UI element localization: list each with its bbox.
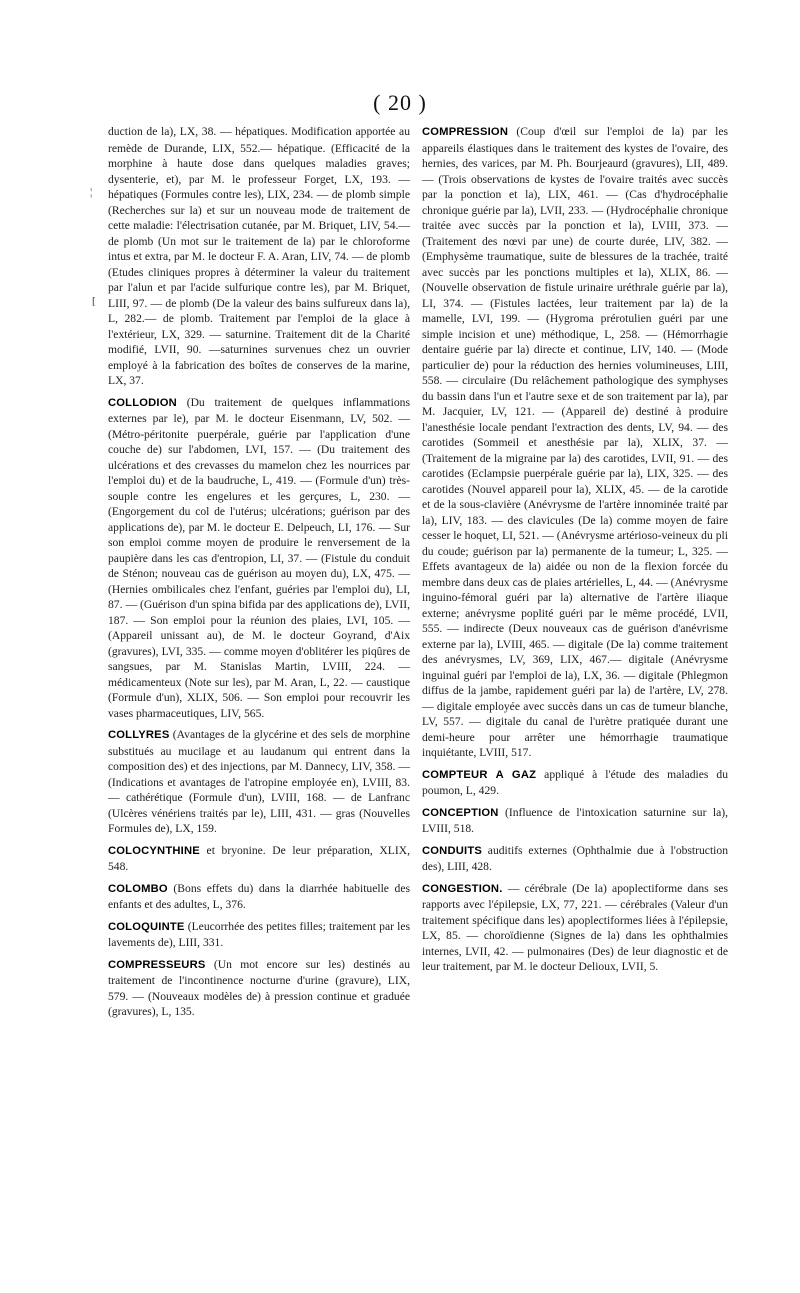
- entry-text: (Leucorrhée des petites filles; traitement par les lavements de), LIII, 331.: [108, 919, 410, 949]
- entry-heading: COLOMBO: [108, 882, 168, 895]
- index-entry: [422, 881, 728, 975]
- entry-heading: CONGESTION.: [422, 882, 503, 895]
- entry-text: — cérébrale (De la) apoplectiforme dans ses rapports avec l'épilepsie, LX, 77, 221. — cérébrales (Valeur d'un traitement spécifique dans les) apoplectiformes liées à l'épilepsie, LX, 85. — choroïdienne (Signes de la) dans les ophthalmies internes, LVII, 42. — pulmonaires (Des) de leur diagnostic et de leur traitement, par M. le docteur Delioux, LVII, 5.: [422, 881, 728, 973]
- entry-heading: COLLODION: [108, 396, 177, 409]
- entry-text: auditifs externes (Ophthalmie due à l'obstruction des), LIII, 428.: [422, 843, 728, 873]
- index-entry: [422, 843, 728, 875]
- index-entry: [108, 124, 410, 389]
- index-entry: [108, 957, 410, 1020]
- entry-text: (Bons effets du) dans la diarrhée habituelle des enfants et des adultes, L, 376.: [108, 881, 410, 911]
- index-entry: [108, 919, 410, 951]
- margin-mark: ¦: [90, 186, 93, 198]
- entry-heading: COLOCYNTHINE: [108, 844, 200, 857]
- index-entry: [108, 727, 410, 837]
- left-column: [108, 124, 410, 1026]
- index-entry: [422, 124, 728, 761]
- margin-mark: [: [92, 295, 96, 307]
- entry-heading: CONCEPTION: [422, 806, 499, 819]
- entry-text: (Influence de l'intoxication saturnine sur la), LVIII, 518.: [422, 805, 728, 835]
- page-number: ( 20 ): [373, 90, 427, 115]
- entry-text: (Du traitement de quelques inflammations externes par le), par M. le docteur Eisenmann, LV, 502. — (Métro-péritonite puerpérale, guérie par l'application d'une couche de) sur l'abdomen, LVI, 157. — (Du traitement des ulcérations et des crevasses du mamelon chez les nourrices par l'emploi du) et de la baudruche, L, 419. — (Formule d'un) très-souple contre les engelures et les gerçures, L, 230. — (Engorgement du col de l'utérus; ulcérations; guérison par des applications de), par M. le docteur E. Delpeuch, LI, 176. — Sur son emploi comme moyen de produire le renversement de la paupière dans les cas d'entropion, LI, 37. — (Fistule du conduit de Sténon; nouveau cas de guérison au moyen du), LX, 475. — (Hernies ombilicales chez l'enfant, guéries par l'emploi du), LI, 87. — (Guérison d'un spina bifida par des applications de), LVII, 187. — Son emploi pour la réunion des plaies, LVI, 105. — (Appareil unissant au), de M. le docteur Goyrand, d'Aix (gravures), LVI, 335. — comme moyen d'oblitérer les piqûres de sangsues, par M. Stanislas Martin, LVIII, 224. —médicamenteux (Note sur les), par M. Aran, L, 22. — caustique (Formule d'un), XLIX, 506. — Son emploi pour recouvrir les vases pharmaceutiques, LIV, 565.: [108, 395, 410, 720]
- entry-text: (Un mot encore sur les) destinés au traitement de l'incontinence nocturne d'urine (gravure), LIX, 579. — (Nouveaux modèles de) à pression continue et graduée (gravures), L, 135.: [108, 957, 410, 1018]
- entry-text: et bryonine. De leur préparation, XLIX, 548.: [108, 843, 410, 873]
- index-entry: [422, 767, 728, 799]
- index-entry: [108, 395, 410, 722]
- entry-heading: COLOQUINTE: [108, 920, 185, 933]
- entry-heading: COMPRESSEURS: [108, 958, 206, 971]
- right-column: [422, 124, 728, 981]
- entry-text: (Coup d'œil sur l'emploi de la) par les appareils élastiques dans le traitement des kystes de l'ovaire, des hernies, des varices, par M. Ph. Bourjeaurd (gravures), LII, 489. — (Trois observations de kystes de l'ovaire traités avec succès par la ponction et la), LIX, 461. — (Cas d'hydrocéphalie chronique guérie par la), LVII, 233. — (Hydrocéphalie chronique traitée avec succès par la ponction et la), LVIII, 373. — (Traitement des nœvi par une) de courte durée, LIV, 382. — (Emphysème traumatique, suite de blessures de la trachée, traité avec succès par les ponctions multiples et la), XLIX, 86. — (Nouvelle observation de fistule urinaire uréthrale guérie par la), LI, 374. — (Fistules lactées, leur traitement par la) de la mamelle, LVI, 199. — (Hygroma prérotulien guéri par une simple incision et une) méthodique, L, 258. — (Hémorrhagie dentaire guérie par la) directe et continue, LIV, 140. — (Mode particulier de) pour la réduction des hernies volumineuses, LIII, 558. — circulaire (Du relâchement pathologique des symphyses du bassin dans l'un et l'autre sexe et de son traitement par la), par M. Jacquier, LV, 121. — (Appareil de) destiné à produire l'anesthésie locale pendant l'extraction des dents, LV, 94. — des carotides (Sommeil et anesthésie par la), XLIX, 37. — (Traitement de la migraine par la) des carotides, LVII, 91. — des carotides (Eclampsie puerpérale guérie par la), LIX, 325. — des carotides (Nouvel appareil pour la), XLIX, 45. — de la carotide et de la sous-clavière (Anévrysme de l'artère innominée traité par la), LIV, 183. — des clavicules (De la) comme moyen de faire cesser le hoquet, LI, 521. — (Anévrysme artérioso-veineux du pli du coude; guérison par la) permanente de la tumeur; L, 325. — Effets avantageux de la) aidée ou non de la flexion forcée du membre dans deux cas de plaies artérielles, L, 44. — (Anévrysme inguino-fémoral guéri par la) alternative de l'artère iliaque externe; anévrysme poplité guéri par le même procédé, LVII, 555. — indirecte (Deux nouveaux cas de guérison d'anévrisme externe par la), LVIII, 465. — digitale (De la) comme traitement des anévrysmes, LV, 369, LIX, 467.— digitale (Anévrysme inguinal guéri par l'emploi de la), LX, 36. — digitale (Phlegmon diffus de la jambe, rapidement guéri par la) de l'artère, LV, 278. — digitale employée avec succès dans un cas de tumeur blanche, LV, 557. — digitale du canal de l'urètre pratiquée durant une demi-heure pour arrêter une hémorrhagie traumatique inquiétante, LVIII, 517.: [422, 125, 728, 759]
- entry-heading: COLLYRES: [108, 729, 170, 741]
- entry-text: duction de la), LX, 38. — hépatiques. Modification apportée au remède de Durande, LIX, 552.— hépatique. (Efficacité de la morphine à haute dose dans quelques maladies graves; dysenterie, et), par M. le professeur Forget, LX, 193. — hépatiques (Formules contre les), LIX, 234. — de plomb simple (Recherches sur la) et sur un nouveau mode de traitement de cette maladie: l'électrisation cutanée, par M. Briquet, LIV, 54.— de plomb (Un mot sur le traitement de la) par le chloroforme intus et extra, par M. le docteur F. A. Aran, LIV, 74. — de plomb (Etudes cliniques propres à déterminer la valeur du traitement par l'alun et par l'acide sulfurique contre les), par M. Briquet, LIII, 97. — de plomb (De la valeur des bains sulfureux dans la), L, 282.— de plomb. Traitement par l'emploi de la glace à l'extérieur, LX, 329. — saturnine. Traitement dit de la Charité modifié, LVII, 90. —saturnines survenues chez un ouvrier employé à la fabrication des boîtes de conserves de la marine, LX, 37.: [108, 125, 410, 387]
- entry-text: appliqué à l'étude des maladies du poumon, L, 429.: [422, 767, 728, 797]
- entry-heading: COMPRESSION: [422, 126, 509, 138]
- index-entry: [108, 881, 410, 913]
- entry-heading: COMPTEUR A GAZ: [422, 768, 537, 781]
- entry-heading: CONDUITS: [422, 844, 483, 857]
- entry-text: (Avantages de la glycérine et des sels de morphine substitués au mucilage et au laudanum qui entrent dans la composition des) et des injections, par M. Dannecy, LIV, 358. — (Indications et avantages de l'atropine employée en), LVIII, 83. — cathérétique (Formule d'un), LVIII, 168. — de Lanfranc (Ulcères vénériens traités par le), LIII, 431. — gras (Nouvelles Formules de), LX, 159.: [108, 728, 410, 835]
- index-entry: [108, 843, 410, 875]
- index-entry: [422, 805, 728, 837]
